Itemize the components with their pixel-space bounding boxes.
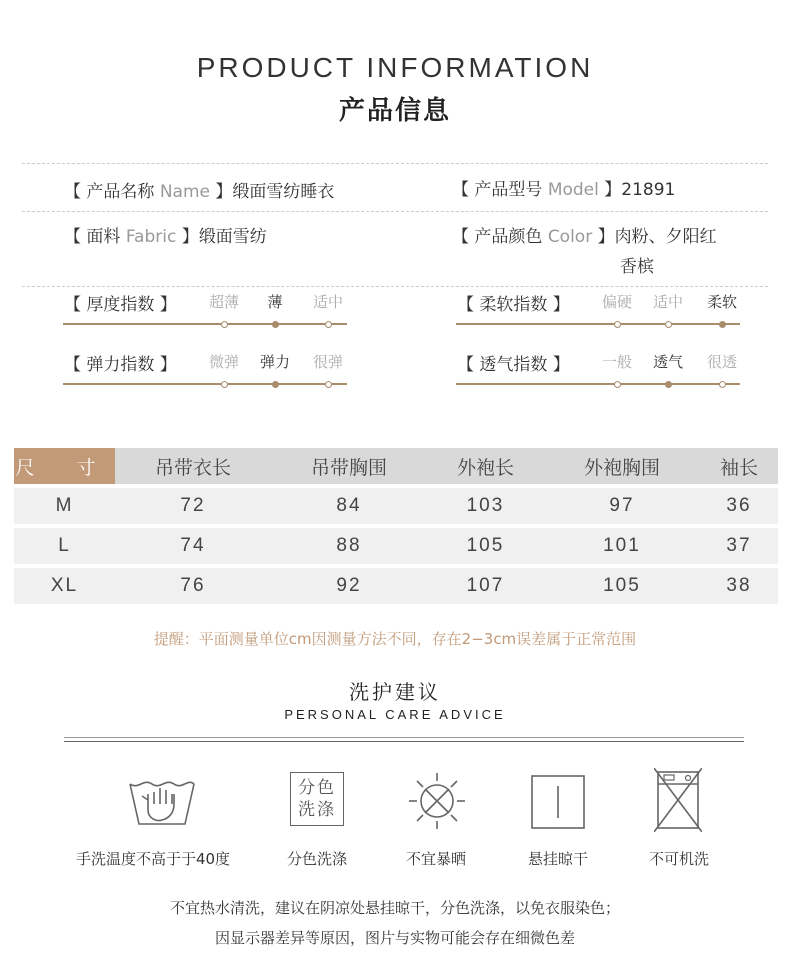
- table-row: [14, 488, 778, 524]
- table-cell: 36: [700, 488, 778, 524]
- table-cell: XL: [14, 568, 115, 604]
- table-cell: L: [14, 528, 115, 564]
- table-cell: M: [14, 488, 115, 524]
- table-cell: 72: [115, 488, 271, 524]
- divider: [22, 286, 768, 287]
- index-dot: [221, 381, 228, 388]
- index-scale-line: [456, 383, 740, 385]
- header-robe-bust: 外袍胸围: [544, 448, 700, 484]
- product-color: [452, 222, 717, 247]
- index-label: 【 弹力指数 】: [64, 355, 177, 375]
- table-cell: 105: [427, 528, 544, 564]
- index-option: 很透: [706, 353, 737, 371]
- index-option: 薄: [267, 293, 283, 311]
- care-label-wash-separately: 分色洗涤: [286, 850, 347, 868]
- divider: [22, 163, 768, 164]
- product-name-value: 】缎面雪纺睡衣: [209, 182, 335, 202]
- index-dot: [665, 321, 672, 328]
- product-color-line2: 香槟: [620, 257, 654, 277]
- product-name-prefix: 【 产品名称: [64, 182, 160, 202]
- header-cami-bust: 吊带胸围: [271, 448, 427, 484]
- header-sleeve-length: 袖长: [700, 448, 778, 484]
- care-title-chinese: 洗护建议: [349, 680, 441, 704]
- product-model: [452, 175, 675, 200]
- index-option: 偏硬: [601, 293, 632, 311]
- divider: [22, 211, 768, 212]
- table-cell: 74: [115, 528, 271, 564]
- care-label-hand-wash: 手洗温度不高于于40度: [75, 850, 231, 868]
- product-fabric-prefix: 【 面料: [64, 227, 126, 247]
- product-color-en: Color: [547, 227, 593, 247]
- table-row: [14, 568, 778, 604]
- wash-separately-glyph-line1: 分色: [298, 778, 336, 798]
- table-cell: 92: [271, 568, 427, 604]
- care-title-english: PERSONAL CARE ADVICE: [284, 707, 506, 722]
- product-model-prefix: 【 产品型号: [452, 180, 548, 200]
- size-table-header: [14, 448, 778, 484]
- table-cell: 107: [427, 568, 544, 604]
- index-option: 弹力: [259, 353, 290, 371]
- measurement-note: 提醒：平面测量单位cm因测量方法不同，存在2−3cm误差属于正常范围: [153, 630, 637, 648]
- header-cami-length: 吊带衣长: [115, 448, 271, 484]
- index-scale-line: [63, 323, 347, 325]
- index-dot: [719, 381, 726, 388]
- wash-separately-glyph-line2: 洗涤: [298, 800, 336, 820]
- care-label-hang-dry: 悬挂晾干: [527, 850, 588, 868]
- index-dot: [272, 321, 279, 328]
- index-dot: [614, 321, 621, 328]
- product-color-prefix: 【 产品颜色: [452, 227, 548, 247]
- table-cell: 38: [700, 568, 778, 604]
- title-english: PRODUCT INFORMATION: [196, 52, 594, 83]
- index-option: 适中: [652, 293, 683, 311]
- hand-wash-icon: [126, 770, 198, 830]
- product-fabric-value: 】缎面雪纺: [176, 227, 267, 247]
- index-dot: [325, 381, 332, 388]
- product-name: [64, 177, 334, 202]
- index-label: 【 柔软指数 】: [457, 295, 570, 315]
- index-dot: [614, 381, 621, 388]
- table-cell: 105: [544, 568, 700, 604]
- index-dot: [719, 321, 726, 328]
- table-cell: 37: [700, 528, 778, 564]
- product-model-value: 】21891: [598, 180, 676, 200]
- footer-line-1: 不宜热水清洗，建议在阴凉处悬挂晾干，分色洗涤，以免衣服染色；: [169, 899, 620, 917]
- index-option: 柔软: [706, 293, 737, 311]
- index-option: 微弹: [208, 353, 239, 371]
- index-dot: [221, 321, 228, 328]
- index-dot: [325, 321, 332, 328]
- care-divider: [64, 737, 744, 738]
- index-option: 一般: [601, 353, 632, 371]
- care-label-no-machine-wash: 不可机洗: [648, 850, 709, 868]
- table-cell: 101: [544, 528, 700, 564]
- product-name-en: Name: [159, 182, 210, 202]
- table-cell: 84: [271, 488, 427, 524]
- index-option: 适中: [312, 293, 343, 311]
- table-cell: 88: [271, 528, 427, 564]
- index-label: 【 厚度指数 】: [64, 295, 177, 315]
- index-option: 透气: [652, 353, 683, 371]
- product-fabric: [64, 222, 267, 247]
- product-color-value: 】肉粉、夕阳红: [592, 227, 717, 247]
- wash-separately-icon: [290, 772, 344, 826]
- header-robe-length: 外袍长: [427, 448, 544, 484]
- care-label-no-sun: 不宜暴晒: [405, 850, 466, 868]
- footer-line-2: 因显示器差异等原因，图片与实物可能会存在细微色差: [214, 929, 575, 947]
- title-chinese: 产品信息: [338, 96, 451, 126]
- size-table: [14, 444, 778, 608]
- care-divider: [64, 741, 744, 742]
- index-dot: [272, 381, 279, 388]
- index-option: 很弹: [312, 353, 343, 371]
- index-label: 【 透气指数 】: [457, 355, 570, 375]
- product-fabric-en: Fabric: [125, 227, 177, 247]
- table-row: [14, 528, 778, 564]
- header-size: 尺 寸: [14, 448, 115, 484]
- index-option: 超薄: [208, 293, 239, 311]
- no-sun-icon: [406, 770, 468, 832]
- hang-dry-icon: [530, 774, 586, 830]
- table-cell: 76: [115, 568, 271, 604]
- no-machine-wash-icon: [654, 768, 702, 832]
- index-scale-line: [456, 323, 740, 325]
- product-model-en: Model: [547, 180, 599, 200]
- index-dot: [665, 381, 672, 388]
- table-cell: 103: [427, 488, 544, 524]
- index-scale-line: [63, 383, 347, 385]
- table-cell: 97: [544, 488, 700, 524]
